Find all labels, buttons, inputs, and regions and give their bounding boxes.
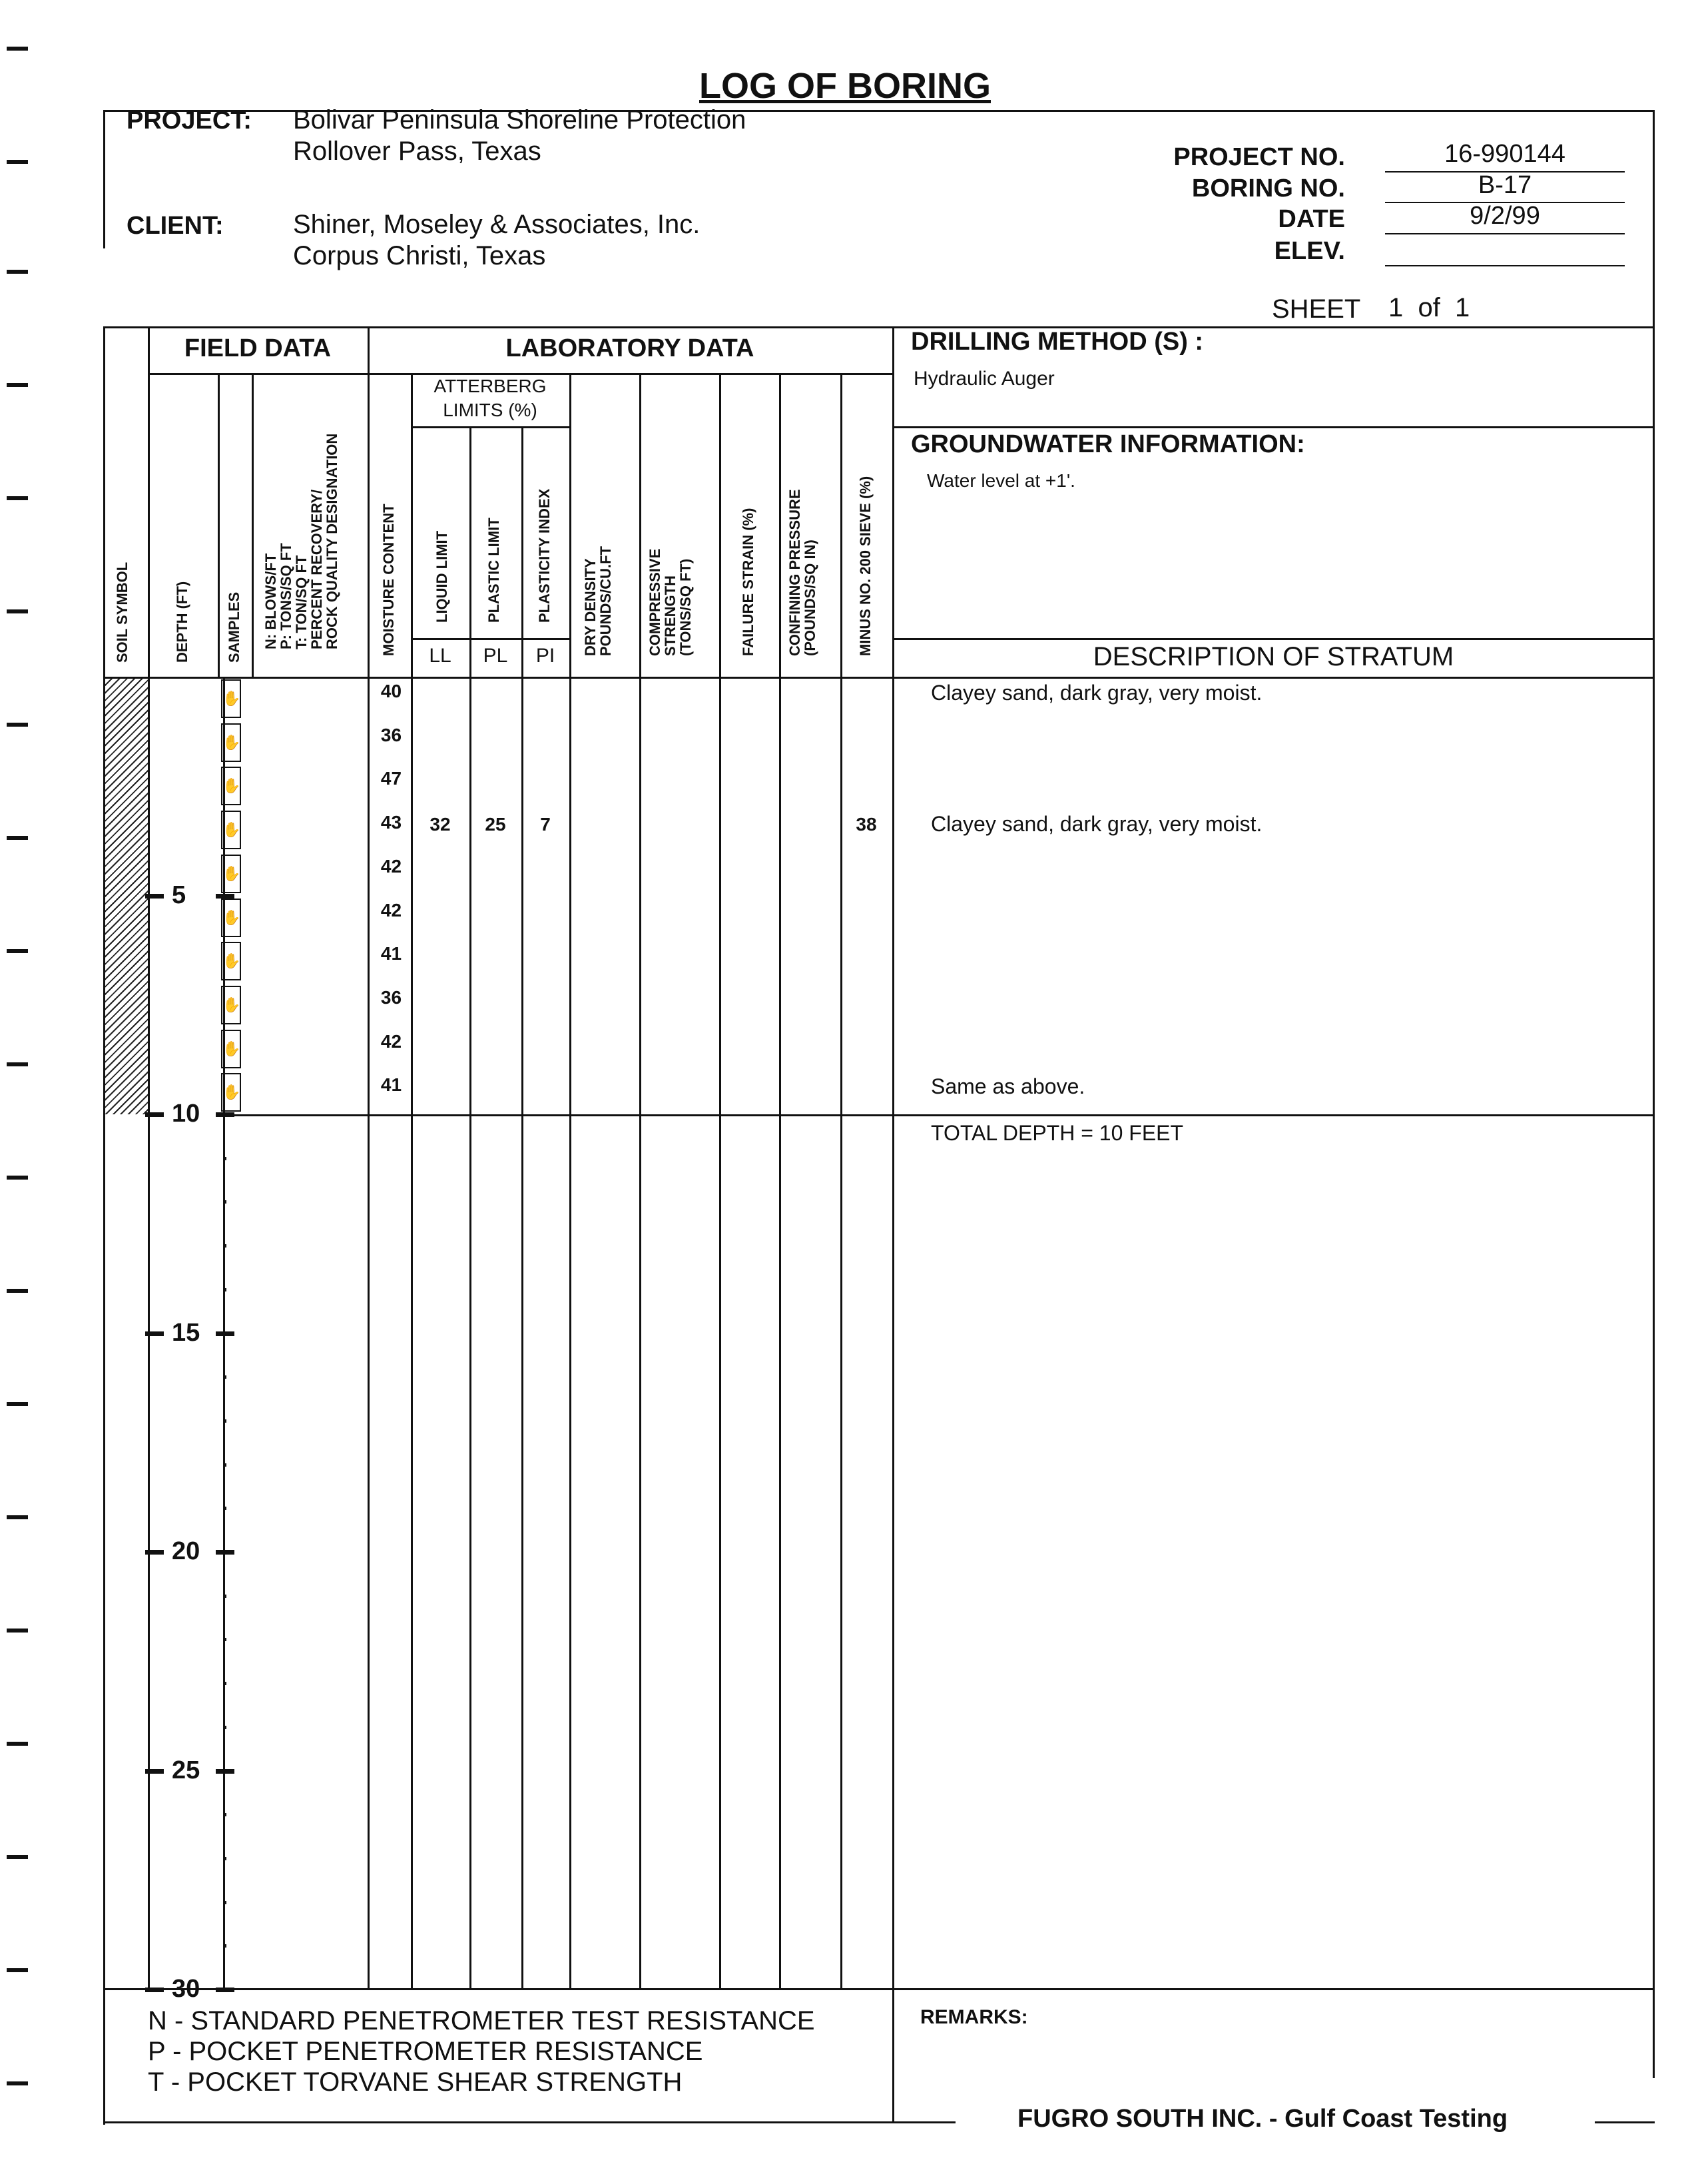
depth-tick [223, 1595, 226, 1598]
moisture-value: 47 [380, 768, 402, 789]
soil-symbol-header: SOIL SYMBOL [114, 561, 131, 663]
col-sep-samples [252, 373, 254, 677]
atterberg-header-2: LIMITS (%) [443, 400, 537, 420]
minus-200-sieve-header: MINUS NO. 200 SIEVE (%) [857, 476, 874, 656]
samples-header: SAMPLES [226, 591, 242, 663]
drilling-bottom-line [892, 426, 1655, 428]
soil-symbol-hatch [105, 679, 148, 1114]
boring-no-label: BORING NO. [1191, 175, 1345, 202]
description-header-top [892, 638, 1655, 640]
depth-label: 15 [172, 1318, 200, 1347]
footer-line-left [103, 2121, 956, 2123]
moisture-value: 42 [380, 855, 402, 877]
project-no-label: PROJECT NO. [1173, 143, 1345, 171]
sample-icon: ✋ [221, 1030, 241, 1068]
moisture-value: 42 [380, 1030, 402, 1052]
compressive-strength-header: COMPRESSIVE STRENGTH (TONS/SQ FT) [647, 548, 695, 656]
table-top-line [103, 326, 1655, 328]
moisture-value: 41 [380, 943, 402, 964]
header-right-line [1653, 110, 1655, 326]
margin-mark [7, 1176, 28, 1180]
col-sep-moisture [411, 373, 413, 1988]
confining-pressure-header: CONFINING PRESSURE (POUNDS/SQ IN) [786, 489, 819, 656]
depth-tick [223, 1332, 226, 1335]
depth-tick [223, 1857, 226, 1860]
moisture-value: 36 [380, 724, 402, 745]
depth-mark [216, 894, 234, 899]
ll-abbrev: LL [429, 645, 451, 667]
col-sep-confining [840, 373, 842, 1988]
depth-tick [223, 1463, 226, 1467]
margin-mark [7, 1968, 28, 1972]
depth-tick [223, 1157, 226, 1160]
date-value: 9/2/99 [1470, 202, 1540, 230]
margin-mark [7, 1289, 28, 1293]
depth-label: 25 [172, 1756, 200, 1784]
project-line1: Bolivar Peninsula Shoreline Protection [293, 105, 746, 135]
moisture-value: 36 [380, 986, 402, 1008]
atterberg-header-line [411, 426, 569, 428]
margin-mark [7, 47, 28, 51]
margin-mark [7, 1742, 28, 1746]
sample-icon: ✋ [221, 855, 241, 893]
col-sep-failure [779, 373, 781, 1988]
depth-tick [223, 1375, 226, 1379]
depth-tick [223, 1113, 226, 1116]
moisture-value: 40 [380, 681, 402, 701]
pl-abbrev: PL [483, 645, 508, 667]
pi-abbrev: PI [535, 645, 555, 667]
date-label: DATE [1278, 205, 1345, 233]
col-sep-depth [218, 373, 220, 677]
depth-tick [223, 1244, 226, 1248]
depth-tick [223, 1726, 226, 1729]
moisture-content-header: MOISTURE CONTENT [380, 504, 397, 656]
depth-header: DEPTH (FT) [174, 581, 190, 663]
depth-mark [145, 1988, 164, 1992]
sample-icon: ✋ [221, 679, 241, 718]
margin-mark [7, 160, 28, 164]
groundwater-value: Water level at +1'. [927, 470, 1075, 491]
laboratory-data-header: LABORATORY DATA [505, 334, 754, 362]
sample-icon: ✋ [221, 1073, 241, 1112]
plasticity-index-header: PLASTICITY INDEX [536, 488, 553, 623]
plastic-limit-header: PLASTIC LIMIT [485, 518, 502, 623]
field-data-header: FIELD DATA [184, 334, 332, 362]
project-no-value: 16-990144 [1444, 140, 1565, 168]
failure-strain-header: FAILURE STRAIN (%) [740, 508, 756, 656]
depth-label: 10 [172, 1100, 200, 1128]
stratum-description: Clayey sand, dark gray, very moist. [931, 681, 1263, 705]
depth-label: 20 [172, 1537, 200, 1565]
page-title: LOG OF BORING [699, 66, 991, 106]
moisture-value: 41 [380, 1074, 402, 1096]
minus-200-value: 38 [856, 814, 877, 835]
sample-icon: ✋ [221, 767, 241, 805]
sample-icon: ✋ [221, 899, 241, 937]
col-sep-dry [639, 373, 641, 1988]
margin-mark [7, 383, 28, 387]
depth-label: 30 [172, 1975, 200, 2003]
drilling-method-label: DRILLING METHOD (S) : [911, 328, 1204, 356]
plastic-limit-value: 25 [485, 814, 506, 835]
description-header-bottom [892, 677, 1655, 679]
depth-tick [223, 1288, 226, 1291]
remarks-label: REMARKS: [920, 2006, 1028, 2028]
col-sep-atterberg [569, 373, 571, 1988]
boring-no-value: B-17 [1478, 171, 1532, 199]
depth-tick [223, 1638, 226, 1641]
depth-tick [223, 1507, 226, 1510]
elev-label: ELEV. [1274, 237, 1345, 265]
margin-mark [7, 496, 28, 500]
depth-tick [223, 1944, 226, 1948]
client-line2: Corpus Christi, Texas [293, 241, 546, 270]
col-sep-soil [148, 326, 150, 1988]
footer-company: FUGRO SOUTH INC. - Gulf Coast Testing [1017, 2105, 1508, 2133]
group-header-line [148, 373, 892, 375]
date-underline [1385, 233, 1625, 234]
stratum-description: Same as above. [931, 1074, 1085, 1099]
project-label: PROJECT: [127, 107, 252, 135]
legend-t: T - POCKET TORVANE SHEAR STRENGTH [148, 2067, 683, 2097]
col-sep-description [892, 326, 894, 2121]
stratum-description: Clayey sand, dark gray, very moist. [931, 812, 1263, 837]
plasticity-index-value: 7 [540, 814, 551, 835]
dry-density-header: DRY DENSITY POUNDS/CU.FT [582, 546, 615, 656]
margin-mark [7, 1062, 28, 1066]
col-sep-field [368, 326, 370, 1988]
drilling-method-value: Hydraulic Auger [914, 368, 1055, 390]
elev-underline [1385, 265, 1625, 266]
depth-label: 5 [172, 881, 186, 909]
depth-mark [145, 1331, 164, 1336]
sheet-value: 1 of 1 [1388, 293, 1470, 322]
table-left-line [103, 326, 105, 2125]
sample-icon: ✋ [221, 942, 241, 980]
footer-line-right [1595, 2121, 1655, 2123]
margin-mark [7, 836, 28, 840]
project-line2: Rollover Pass, Texas [293, 137, 541, 166]
depth-mark [145, 1550, 164, 1555]
depth-tick [223, 1551, 226, 1554]
depth-tick [223, 1770, 226, 1773]
col-sep-comp [719, 373, 721, 1988]
sheet-label: SHEET [1272, 294, 1361, 324]
depth-tick [223, 1901, 226, 1904]
client-label: CLIENT: [127, 212, 224, 240]
depth-tick [223, 1200, 226, 1204]
depth-mark [145, 1769, 164, 1774]
moisture-value: 43 [380, 812, 402, 833]
margin-mark [7, 1402, 28, 1406]
header-left-line [103, 110, 105, 248]
legend-p: P - POCKET PENETROMETER RESISTANCE [148, 2037, 703, 2066]
client-line1: Shiner, Moseley & Associates, Inc. [293, 210, 701, 239]
depth-mark [145, 1112, 164, 1117]
depth-tick [223, 1419, 226, 1423]
description-header: DESCRIPTION OF STRATUM [1093, 642, 1454, 671]
margin-mark [7, 270, 28, 274]
depth-mark [216, 1988, 234, 1992]
moisture-value: 42 [380, 899, 402, 920]
sample-icon: ✋ [221, 986, 241, 1024]
table-right-line [1653, 326, 1655, 2078]
total-depth-line [223, 1114, 1655, 1116]
depth-tick [223, 1813, 226, 1816]
margin-mark [7, 2081, 28, 2085]
depth-tick [223, 1682, 226, 1685]
margin-mark [7, 1855, 28, 1859]
groundwater-label: GROUNDWATER INFORMATION: [911, 430, 1305, 458]
depth-mark [145, 894, 164, 899]
total-depth-text: TOTAL DEPTH = 10 FEET [931, 1121, 1184, 1145]
margin-mark [7, 1629, 28, 1633]
margin-mark [7, 723, 28, 727]
liquid-limit-header: LIQUID LIMIT [433, 530, 450, 623]
margin-mark [7, 949, 28, 953]
sample-icon: ✋ [221, 723, 241, 762]
header-bottom-line [103, 677, 892, 679]
margin-mark [7, 1515, 28, 1519]
atterberg-abbrev-line [411, 638, 569, 640]
legend-n: N - STANDARD PENETROMETER TEST RESISTANCE [148, 2006, 815, 2035]
liquid-limit-value: 32 [429, 814, 451, 835]
margin-mark [7, 609, 28, 613]
atterberg-header-1: ATTERBERG [433, 376, 547, 396]
table-bottom-line [103, 1988, 1655, 1990]
sample-icon: ✋ [221, 811, 241, 849]
field-data-column-header: N: BLOWS/FT P: TONS/SQ FT T: TON/SQ FT PERCENT RECOVERY/ ROCK QUALITY DESIGNATION [262, 433, 341, 649]
